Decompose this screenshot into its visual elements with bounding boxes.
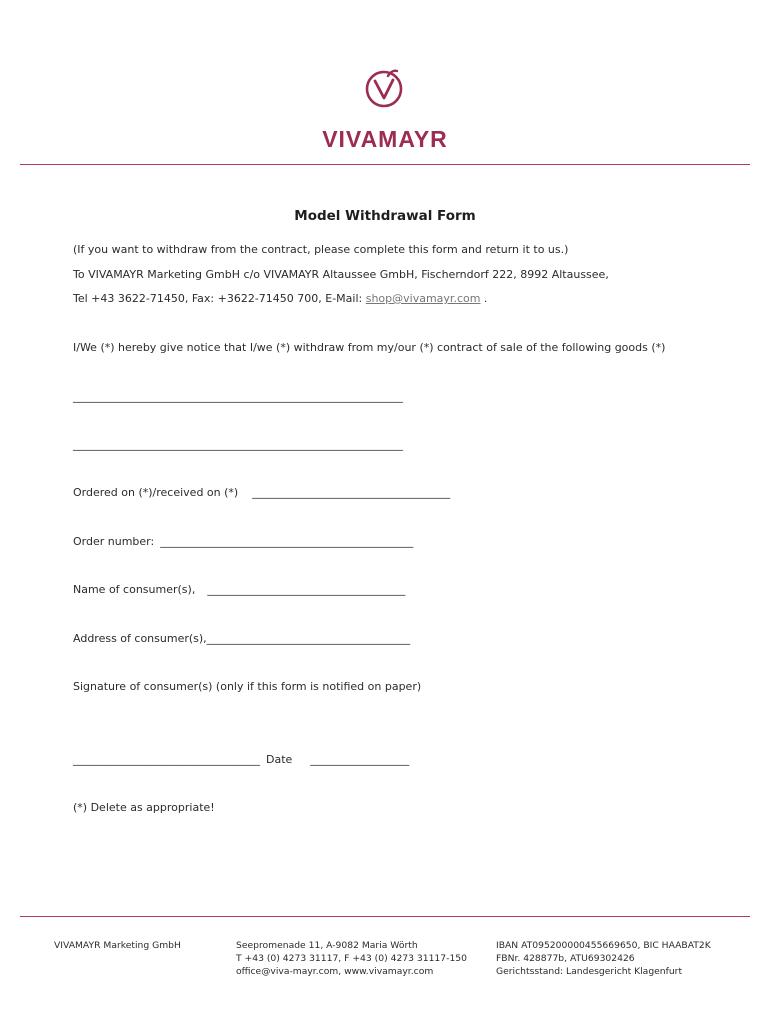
header-divider: [20, 164, 750, 165]
contact-text: Tel +43 3622-71450, Fax: +3622-71450 700, E-Mail:: [73, 292, 366, 305]
contact-suffix: .: [480, 292, 488, 305]
footer-phone-line: T +43 (0) 4273 31117, F +43 (0) 4273 31117-150: [236, 953, 467, 964]
signature-field[interactable]: __________________________________: [73, 753, 260, 766]
withdrawal-notice: I/We (*) hereby give notice that I/we (*) withdraw from my/our (*) contract of sale of the following goods (*): [73, 341, 666, 354]
delete-note: (*) Delete as appropriate!: [73, 801, 215, 814]
footer-address-block: [236, 939, 467, 978]
consumer-address-field[interactable]: _____________________________________: [206, 632, 411, 645]
footer-address-line: Seepromenade 11, A-9082 Maria Wörth: [236, 940, 418, 951]
consumer-name-label: Name of consumer(s),: [73, 583, 196, 596]
consumer-name-row: [73, 583, 405, 596]
consumer-address-row: [73, 632, 410, 645]
goods-field-1[interactable]: ____________________________________________________________: [73, 390, 403, 403]
footer-bank-block: [496, 939, 711, 978]
order-number-row: [73, 535, 413, 548]
footer-company: VIVAMAYR Marketing GmbH: [54, 940, 181, 951]
footer-iban-line: IBAN AT095200000455669650, BIC HAABAT2K: [496, 940, 711, 951]
intro-text: (If you want to withdraw from the contract, please complete this form and return it to us.): [73, 243, 569, 256]
ordered-date-field[interactable]: ____________________________________: [252, 486, 451, 499]
goods-field-2[interactable]: ____________________________________________________________: [73, 438, 403, 451]
ordered-row: [73, 486, 450, 499]
consumer-name-field[interactable]: ____________________________________: [207, 583, 406, 596]
signature-label: Signature of consumer(s) (only if this form is notified on paper): [73, 680, 422, 693]
contact-line: [73, 292, 487, 305]
date-field[interactable]: __________________: [310, 753, 410, 766]
form-title: Model Withdrawal Form: [294, 208, 476, 224]
recipient-address: To VIVAMAYR Marketing GmbH c/o VIVAMAYR Altaussee GmbH, Fischerndorf 222, 8992 Altaussee,: [73, 268, 609, 281]
date-label: Date: [266, 753, 293, 766]
footer-divider: [20, 916, 750, 917]
order-number-label: Order number:: [73, 535, 155, 548]
signature-row: [73, 753, 409, 766]
consumer-address-label: Address of consumer(s),: [73, 632, 207, 645]
footer-court-line: Gerichtsstand: Landesgericht Klagenfurt: [496, 966, 683, 977]
circle-v-logo-icon: [362, 68, 406, 108]
footer-registry-line: FBNr. 428877b, ATU69302426: [496, 953, 635, 964]
footer-web-line: office@viva-mayr.com, www.vivamayr.com: [236, 966, 434, 977]
ordered-label: Ordered on (*)/received on (*): [73, 486, 239, 499]
order-number-field[interactable]: ______________________________________________: [160, 535, 414, 548]
email-link[interactable]: shop@vivamayr.com: [365, 292, 481, 305]
brand-wordmark: VIVAMAYR: [322, 126, 448, 152]
